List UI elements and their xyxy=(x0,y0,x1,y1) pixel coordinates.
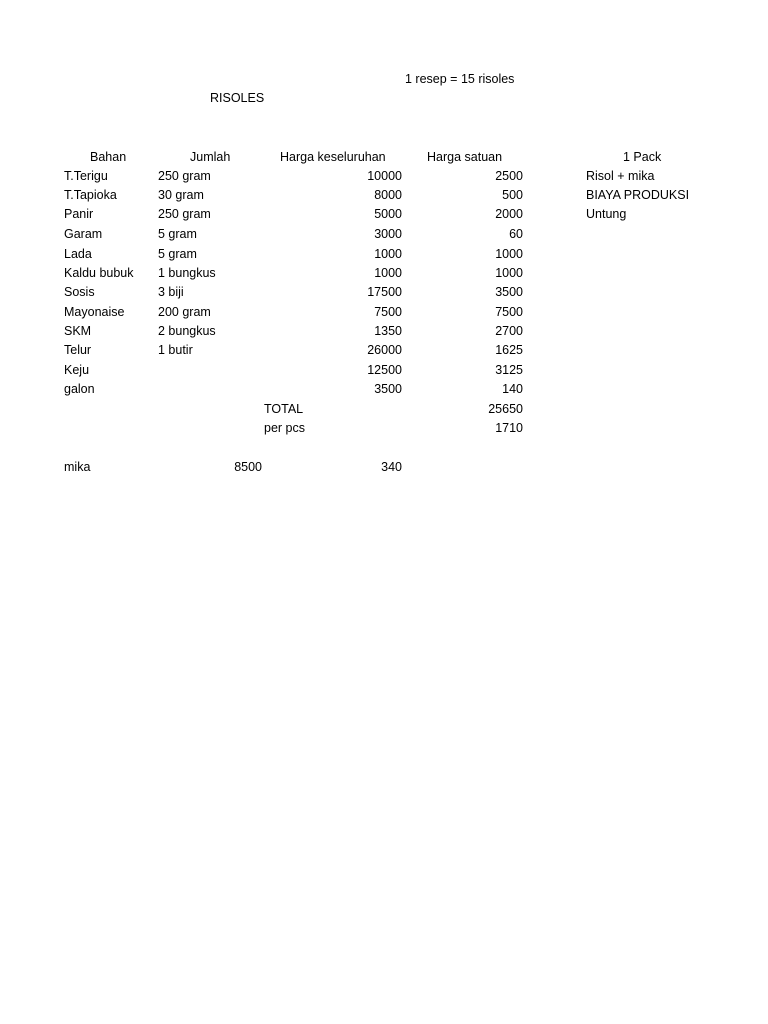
cell-bahan: Lada xyxy=(64,247,92,261)
cell-harga: 3500 xyxy=(374,382,402,396)
cell-satuan: 2000 xyxy=(495,207,523,221)
cell-satuan: 1000 xyxy=(495,247,523,261)
mika-price: 8500 xyxy=(234,460,262,474)
cell-satuan: 3500 xyxy=(495,285,523,299)
cell-harga: 5000 xyxy=(374,207,402,221)
cell-bahan: Kaldu bubuk xyxy=(64,266,134,280)
cell-harga: 10000 xyxy=(367,169,402,183)
cell-bahan: SKM xyxy=(64,324,92,338)
sheet-title: RISOLES xyxy=(210,91,265,105)
cell-harga: 1000 xyxy=(374,266,402,280)
total-label: TOTAL xyxy=(264,402,304,416)
mika-unit-price: 340 xyxy=(381,460,402,474)
cell-jumlah: 2 bungkus xyxy=(158,324,216,338)
cell-bahan: Sosis xyxy=(64,285,95,299)
header-harga-keseluruhan: Harga keseluruhan xyxy=(280,150,386,164)
cell-harga: 17500 xyxy=(367,285,402,299)
cell-jumlah: 3 biji xyxy=(158,285,184,299)
cell-bahan: galon xyxy=(64,382,95,396)
cell-jumlah: 250 gram xyxy=(158,169,211,183)
cell-satuan: 140 xyxy=(502,382,523,396)
per-pcs-label: per pcs xyxy=(264,421,305,435)
cell-jumlah: 30 gram xyxy=(158,188,204,202)
cell-harga: 1350 xyxy=(374,324,402,338)
cell-harga: 1000 xyxy=(374,247,402,261)
cell-satuan: 500 xyxy=(502,188,523,202)
cell-bahan: Garam xyxy=(64,227,103,241)
cell-bahan: T.Tapioka xyxy=(64,188,117,202)
cell-jumlah: 250 gram xyxy=(158,207,211,221)
cell-satuan: 2500 xyxy=(495,169,523,183)
cell-satuan: 2700 xyxy=(495,324,523,338)
cell-satuan: 60 xyxy=(509,227,523,241)
pack-item-biaya-produksi: BIAYA PRODUKSI xyxy=(586,188,690,202)
cell-satuan: 1625 xyxy=(495,343,523,357)
cell-satuan: 3125 xyxy=(495,363,523,377)
header-pack: 1 Pack xyxy=(623,150,662,164)
total-value: 25650 xyxy=(488,402,523,416)
cell-jumlah: 5 gram xyxy=(158,227,197,241)
per-pcs-value: 1710 xyxy=(495,421,523,435)
cell-satuan: 1000 xyxy=(495,266,523,280)
pack-item-untung: Untung xyxy=(586,207,627,221)
cell-jumlah: 1 butir xyxy=(158,343,193,357)
cell-harga: 3000 xyxy=(374,227,402,241)
pack-item-risol-mika: Risol + mika xyxy=(586,169,655,183)
cell-harga: 7500 xyxy=(374,305,402,319)
header-harga-satuan: Harga satuan xyxy=(427,150,503,164)
header-jumlah: Jumlah xyxy=(190,150,231,164)
cell-jumlah: 1 bungkus xyxy=(158,266,216,280)
cell-harga: 12500 xyxy=(367,363,402,377)
header-bahan: Bahan xyxy=(90,150,127,164)
cell-bahan: Panir xyxy=(64,207,94,221)
mika-label: mika xyxy=(64,460,91,474)
cell-satuan: 7500 xyxy=(495,305,523,319)
cell-harga: 26000 xyxy=(367,343,402,357)
cell-bahan: T.Terigu xyxy=(64,169,108,183)
cell-bahan: Telur xyxy=(64,343,92,357)
cell-harga: 8000 xyxy=(374,188,402,202)
recipe-note: 1 resep = 15 risoles xyxy=(405,72,515,86)
cell-jumlah: 200 gram xyxy=(158,305,211,319)
cell-jumlah: 5 gram xyxy=(158,247,197,261)
cell-bahan: Keju xyxy=(64,363,90,377)
cell-bahan: Mayonaise xyxy=(64,305,125,319)
